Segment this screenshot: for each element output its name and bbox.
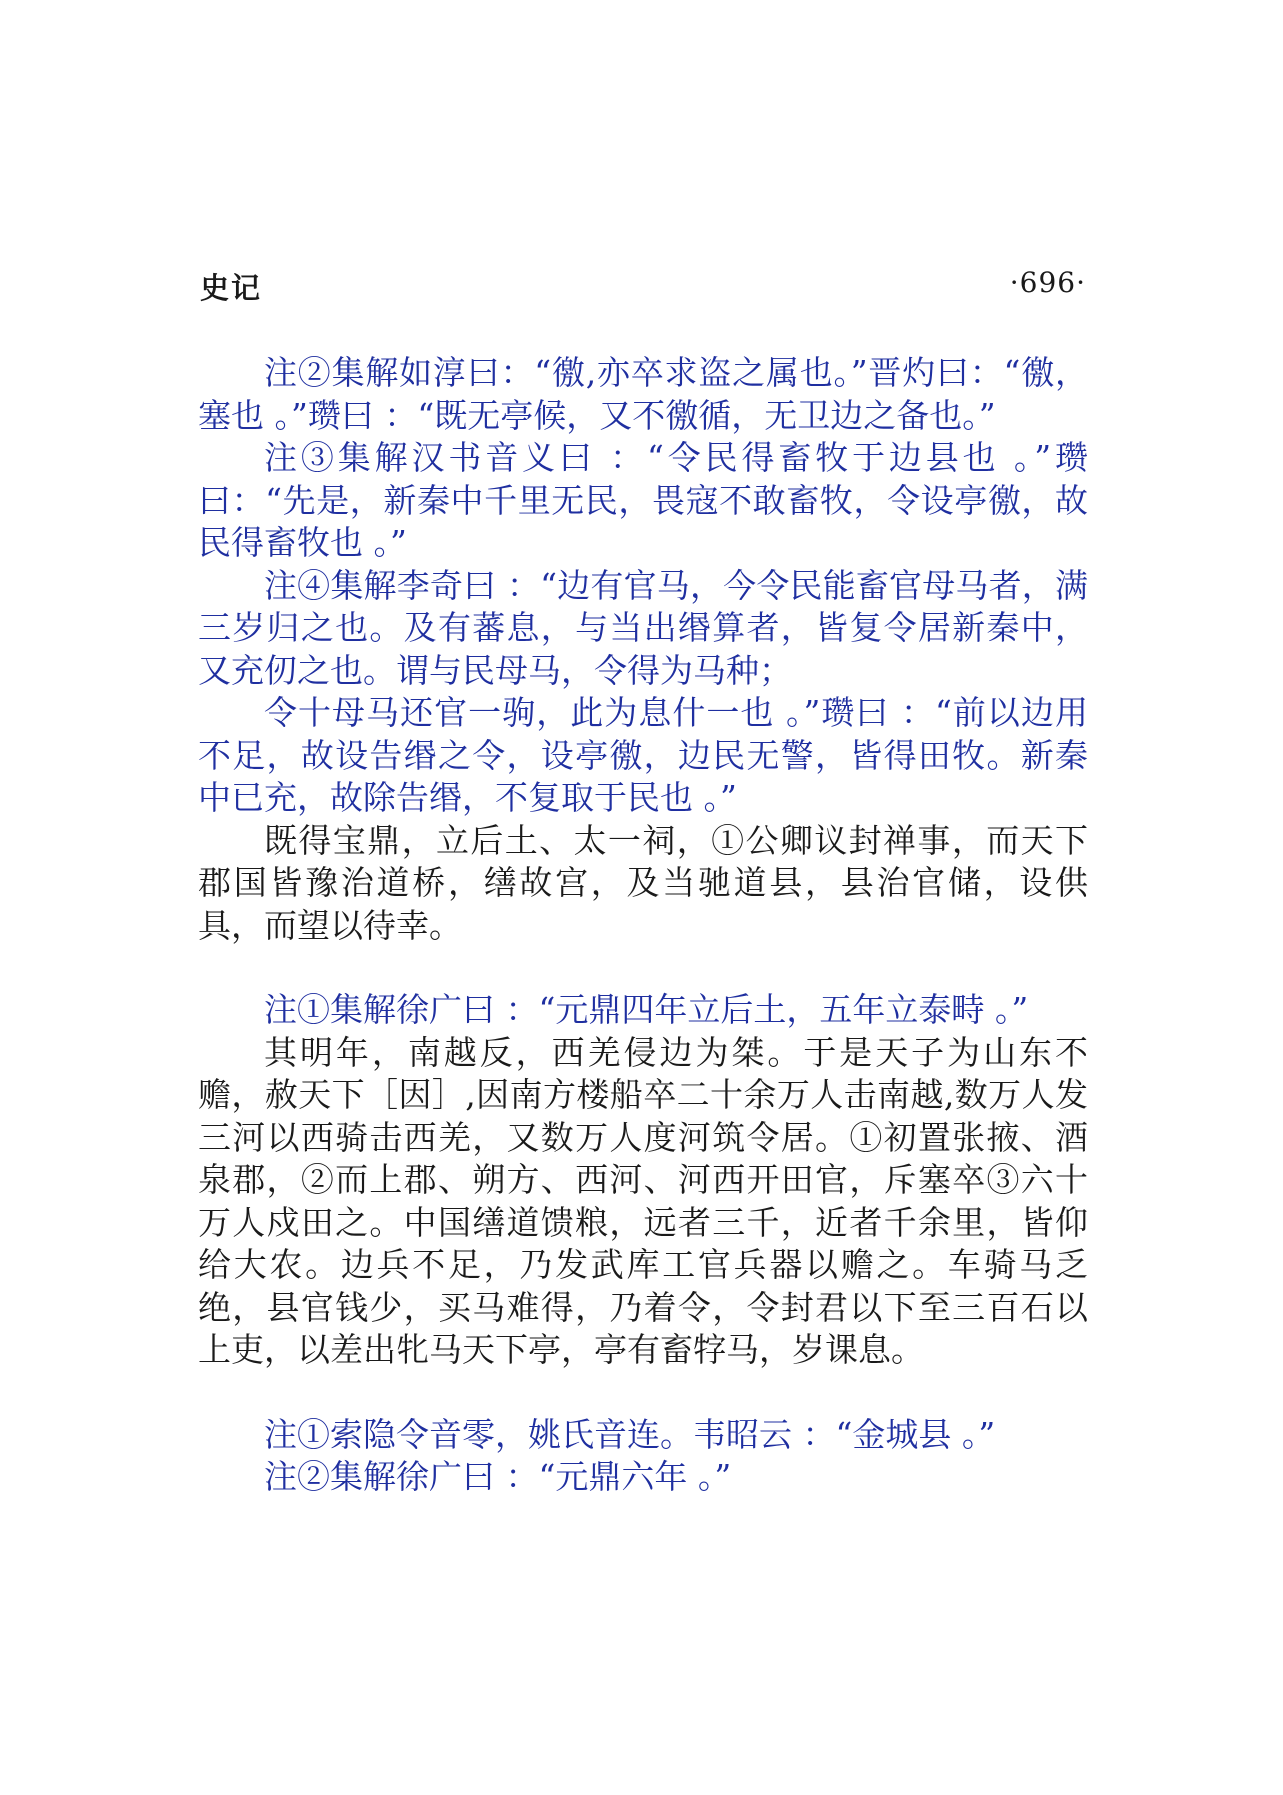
paragraph-spacer [198, 1372, 1088, 1414]
annotation-paragraph: 注④集解李奇曰 ：“边有官马，今令民能畜官母马者，满三岁归之也。及有蕃息，与当出缗算者，皆复令居新秦中，又充仞之也。谓与民母马，令得为马种； [198, 565, 1088, 690]
annotation-paragraph: 注①索隐令音零，姚氏音连。韦昭云 ：“金城县 。” [264, 1414, 996, 1454]
annotation-paragraph: 令十母马还官一驹，此为息什一也 。”瓒曰 ：“前以边用不足，故设告缗之令，设亭徼，边民无警，皆得田牧。新秦中已充，故除告缗，不复取于民也 。” [198, 693, 1088, 817]
page-header [200, 266, 1086, 306]
paragraph-spacer [198, 947, 1088, 989]
annotation-paragraph: 注②集解徐广曰 ：“元鼎六年 。” [264, 1457, 732, 1496]
main-text-paragraph: 既得宝鼎，立后土、太一祠，①公卿议封禅事，而天下郡国皆豫治道桥，缮故宫，及当驰道县，县治官储，设供具，而望以待幸。 [198, 820, 1088, 945]
annotation-paragraph: 注②集解如淳曰：“徼,亦卒求盗之属也。”晋灼曰：“徼，塞也 。”瓒曰 ：“既无亭候，又不徼循，无卫边之备也。” [198, 353, 1088, 435]
annotation-paragraph: 注①集解徐广曰 ：“元鼎四年立后土，五年立泰畤 。” [264, 990, 1029, 1029]
annotation-paragraph: 注③集解汉书音义曰 ：“令民得畜牧于边县也 。”瓒曰：“先是，新秦中千里无民，畏寇不敢畜牧，令设亭徼，故民得畜牧也 。” [198, 438, 1088, 562]
main-text-paragraph: 其明年，南越反，西羌侵边为桀。于是天子为山东不赡，赦天下［因］,因南方楼船卒二十余万人击南越,数万人发三河以西骑击西羌，又数万人度河筑令居。①初置张掖、酒泉郡，②而上郡、朔方、西河、河西开田官，斥塞卒③六十万人戍田之。中国缮道馈粮，远者三千，近者千余里，皆仰给大农。边兵不足，乃发武库工官兵器以赡之。车骑马乏绝，县官钱少，买马难得，乃着令，令封君以下至三百石以上吏，以差出牝马天下亭，亭有畜牸马，岁课息。 [198, 1032, 1088, 1369]
book-title: 史记 [200, 271, 263, 305]
page-body [198, 352, 1088, 1499]
page-number: ·696· [1009, 266, 1086, 299]
